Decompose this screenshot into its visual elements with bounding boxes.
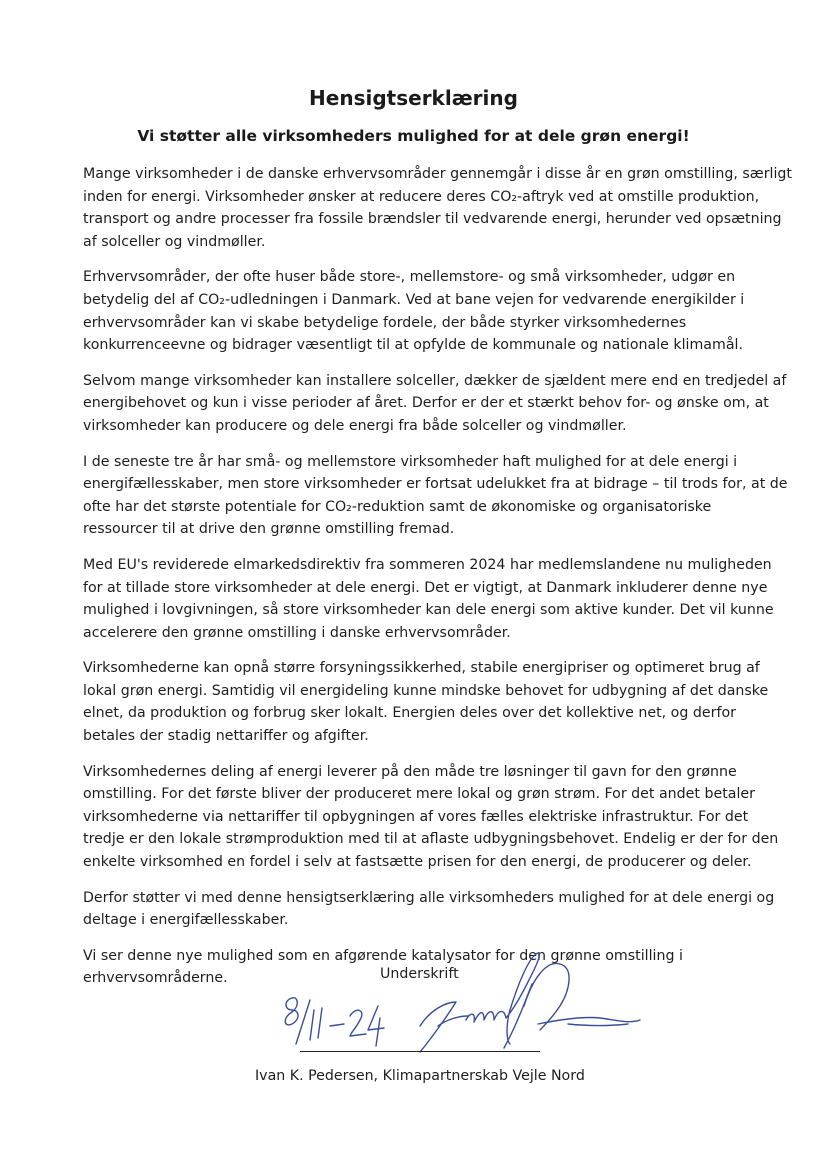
paragraph-2 [83, 266, 763, 356]
paragraph-line: energibehovet og kun i visse perioder af året. Derfor er der et stærkt behov for- og ønske om, at [83, 395, 769, 412]
document-subtitle: Vi støtter alle virksomheders mulighed for at dele grøn energi! [137, 127, 690, 145]
paragraph-line: inden for energi. Virksomheder ønsker at reducere deres CO₂-aftryk ved at omstille produktion, [83, 188, 760, 205]
paragraph-line: af solceller og vindmøller. [83, 233, 266, 250]
paragraph-3 [83, 370, 787, 438]
signature-strokes [285, 953, 640, 1052]
paragraph-line: mulighed i lovgivningen, så store virksomheder kan dele energi som aktive kunder. Det vil kunne [83, 602, 774, 619]
paragraph-line: virksomhederne via nettariffer til opbygningen af vores fælles elektriske infrastruktur. For det [83, 808, 749, 825]
paragraph-line: konkurrenceevne og bidrager væsentligt til at opfylde de kommunale og nationale klimamål. [83, 337, 743, 354]
paragraph-line: Virksomhedernes deling af energi leverer på den måde tre løsninger til gavn for den grønne [83, 763, 737, 780]
paragraph-line: Derfor støtter vi med denne hensigtserklæring alle virksomheders mulighed for at dele energi og [83, 889, 775, 906]
paragraph-line: Selvom mange virksomheder kan installere solceller, dækker de sjældent mere end en tredjedel af [83, 372, 787, 389]
handwritten-date: 8/11 -24 [270, 940, 275, 941]
paragraph-6 [83, 657, 769, 747]
paragraph-line: erhvervsområder kan vi skabe betydelige fordele, der både styrker virksomhedernes [83, 314, 687, 331]
signature-line [300, 1051, 540, 1052]
paragraph-7 [83, 761, 779, 874]
paragraph-line: enkelte virksomhed en fordel i selv at fastsætte prisen for den energi, de producerer og deler. [83, 854, 752, 871]
paragraph-8 [83, 887, 775, 932]
handwritten-signature [270, 940, 650, 1080]
paragraph-line: Mange virksomheder i de danske erhvervsområder gennemgår i disse år en grøn omstilling, særligt [83, 166, 792, 182]
paragraph-line: Vi ser denne nye mulighed som en afgørende katalysator for den grønne omstilling i [83, 947, 683, 964]
paragraph-line: Erhvervsområder, der ofte huser både store-, mellemstore- og små virksomheder, udgør en [83, 269, 736, 286]
paragraph-line: betydelig del af CO₂-udledningen i Danmark. Ved at bane vejen for vedvarende energikilder i [83, 291, 745, 308]
paragraph-line: deltage i energifællesskaber. [83, 912, 289, 929]
document-title: Hensigtserklæring [309, 86, 518, 110]
paragraph-line: Med EU's reviderede elmarkedsdirektiv fra sommeren 2024 har medlemslandene nu muligheden [83, 556, 772, 573]
paragraph-line: erhvervsområderne. [83, 970, 228, 987]
paragraph-line: transport og andre processer fra fossile brændsler til vedvarende energi, herunder ved opsætning [83, 211, 782, 228]
paragraph-5 [83, 554, 774, 644]
signer-name: Ivan K. Pedersen, Klimapartnerskab Vejle Nord [255, 1068, 585, 1084]
signature-label: Underskrift [380, 966, 459, 982]
document-body [83, 163, 792, 1003]
paragraph-line: accelerere den grønne omstilling i danske erhvervsområder. [83, 624, 511, 641]
paragraph-line: ressourcer til at drive den grønne omstilling fremad. [83, 521, 455, 538]
paragraph-line: elnet, da produktion og forbrug sker lokalt. Energien deles over det kollektive net, og derfor [83, 705, 736, 722]
paragraph-line: for at tillade store virksomheder at dele energi. Det er vigtigt, at Danmark inkluderer denne nye [83, 579, 768, 596]
paragraph-line: virksomheder kan producere og dele energi fra både solceller og vindmøller. [83, 417, 627, 434]
paragraph-line: I de seneste tre år har små- og mellemstore virksomheder haft mulighed for at dele energi i [83, 453, 738, 470]
paragraph-line: betales der stadig nettariffer og afgifter. [83, 728, 369, 745]
paragraph-line: tredje er den lokale strømproduktion med til at aflaste udbygningsbehovet. Endelig er der for den [83, 831, 779, 848]
paragraph-line: omstilling. For det første bliver der produceret mere lokal og grøn strøm. For det andet betaler [83, 786, 755, 803]
paragraph-line: Virksomhederne kan opnå større forsyningssikkerhed, stabile energipriser og optimeret brug af [83, 660, 760, 677]
paragraph-line: lokal grøn energi. Samtidig vil energideling kunne mindske behovet for udbygning af det danske [83, 682, 769, 699]
paragraph-line: ofte har det største potentiale for CO₂-reduktion samt de økonomiske og organisatoriske [83, 498, 712, 515]
paragraph-line: energifællesskaber, men store virksomheder er fortsat udelukket fra at bidrage – til trods for, at de [83, 476, 788, 493]
paragraph-1 [83, 163, 792, 253]
paragraph-4 [83, 451, 788, 541]
